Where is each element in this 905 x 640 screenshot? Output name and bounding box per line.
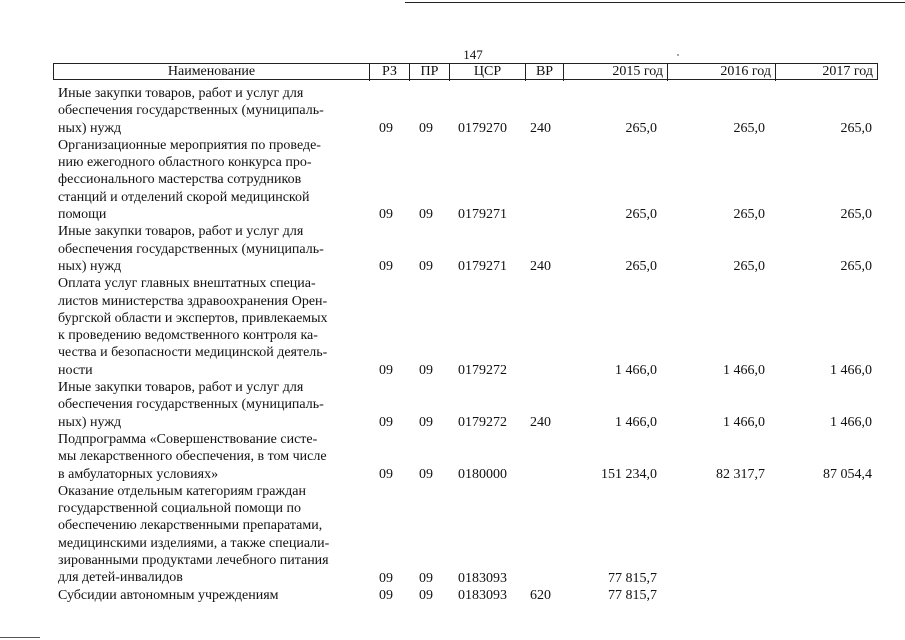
cell-y2015: 77 815,7 [608, 587, 657, 603]
row-name-line: Иные закупки товаров, работ и услуг для [58, 224, 304, 240]
header-name: Наименование [54, 64, 370, 81]
cell-csr: 0179271 [458, 207, 507, 223]
row-name [58, 85, 368, 137]
row-name-line: мы лекарственного обеспечения, в том числе [58, 449, 327, 465]
cell-csr: 0179271 [458, 259, 507, 275]
row-name-line: ности [58, 362, 93, 378]
header-2015: 2015 год [564, 64, 668, 81]
cell-rz: 09 [379, 259, 393, 275]
row-name-line: ных) нужд [58, 258, 122, 274]
cell-y2016: 265,0 [733, 207, 765, 223]
cell-y2017: 1 466,0 [830, 414, 872, 430]
cell-y2015: 265,0 [625, 207, 657, 223]
cell-y2015: 265,0 [625, 259, 657, 275]
cell-pr: 09 [419, 570, 433, 586]
row-name-line: для детей-инвалидов [58, 570, 183, 586]
row-name [58, 587, 368, 604]
table-row [0, 431, 905, 483]
bottom-rule [0, 637, 40, 638]
row-name-line: обеспечения государственных (муниципаль- [58, 103, 324, 119]
table-row [0, 587, 905, 604]
cell-pr: 09 [419, 587, 433, 603]
table-row [0, 85, 905, 137]
row-name-line: ных) нужд [58, 414, 122, 430]
cell-pr: 09 [419, 120, 433, 136]
cell-rz: 09 [379, 587, 393, 603]
cell-vr: 240 [530, 414, 551, 430]
table-row [0, 483, 905, 587]
row-name [58, 431, 368, 483]
cell-pr: 09 [419, 466, 433, 482]
cell-csr: 0183093 [458, 570, 507, 586]
cell-rz: 09 [379, 466, 393, 482]
row-name-line: станций и отделений скорой медицинской [58, 189, 310, 205]
cell-y2017: 87 054,4 [823, 466, 872, 482]
cell-rz: 09 [379, 414, 393, 430]
row-name-line: бургской области и экспертов, привлекаемых [58, 310, 328, 326]
scan-speck [677, 54, 679, 56]
top-rule [405, 2, 905, 3]
cell-y2016: 265,0 [733, 259, 765, 275]
row-name [58, 483, 368, 587]
cell-y2016: 82 317,7 [716, 466, 765, 482]
row-name-line: обеспечения государственных (муниципаль- [58, 241, 324, 257]
cell-y2015: 151 234,0 [601, 466, 657, 482]
header-2017: 2017 год [822, 64, 873, 79]
cell-y2016: 1 466,0 [723, 414, 765, 430]
cell-y2017: 265,0 [840, 120, 872, 136]
row-name-line: в амбулаторных условиях» [58, 466, 219, 482]
row-name-line: государственной социальной помощи по [58, 501, 302, 517]
table-row [0, 137, 905, 224]
row-name [58, 223, 368, 275]
header-2016: 2016 год [668, 64, 776, 81]
header-csr: ЦСР [450, 64, 526, 81]
cell-csr: 0183093 [458, 587, 507, 603]
table-header [53, 63, 878, 80]
row-name-line: Подпрограмма «Совершенствование систе- [58, 432, 318, 447]
row-name-line: листов министерства здравоохранения Орен- [58, 293, 328, 309]
cell-y2015: 265,0 [625, 120, 657, 136]
cell-rz: 09 [379, 207, 393, 223]
row-name-line: Организационные мероприятия по проведе- [58, 137, 321, 153]
cell-vr: 620 [530, 587, 551, 603]
row-name [58, 137, 368, 223]
cell-pr: 09 [419, 363, 433, 379]
header-vr: ВР [526, 64, 564, 81]
cell-csr: 0179272 [458, 414, 507, 430]
row-name-line: нию ежегодного областного конкурса про- [58, 155, 312, 171]
cell-csr: 0179270 [458, 120, 507, 136]
cell-vr: 240 [530, 259, 551, 275]
cell-rz: 09 [379, 570, 393, 586]
cell-y2016: 1 466,0 [723, 363, 765, 379]
row-name-line: Иные закупки товаров, работ и услуг для [58, 380, 304, 396]
cell-rz: 09 [379, 363, 393, 379]
table-row [0, 275, 905, 379]
row-name-line: Оплата услуг главных внештатных специа- [58, 276, 316, 292]
row-name-line: ных) нужд [58, 120, 122, 136]
cell-y2015: 1 466,0 [615, 363, 657, 379]
cell-vr: 240 [530, 120, 551, 136]
cell-y2017: 265,0 [840, 207, 872, 223]
row-name [58, 379, 368, 431]
row-name-line: Иные закупки товаров, работ и услуг для [58, 86, 304, 101]
table-row [0, 223, 905, 275]
row-name-line: обеспечения государственных (муниципаль- [58, 397, 324, 413]
cell-rz: 09 [379, 120, 393, 136]
row-name [58, 275, 368, 379]
row-name-line: к проведению ведомственного контроля ка- [58, 328, 318, 344]
row-name-line: обеспечению лекарственными препаратами, [58, 518, 323, 534]
page-number: 147 [463, 47, 483, 62]
row-name-line: Оказание отдельным категориям граждан [58, 483, 306, 499]
header-rz: РЗ [370, 64, 410, 81]
row-name-line: медицинскими изделиями, а также специали- [58, 535, 330, 551]
row-name-line: фессионального мастерства сотрудников [58, 172, 302, 188]
cell-csr: 0180000 [458, 466, 507, 482]
row-name-line: чества и безопасности медицинской деятель- [58, 345, 328, 361]
cell-y2017: 1 466,0 [830, 363, 872, 379]
table-row [0, 379, 905, 431]
cell-pr: 09 [419, 259, 433, 275]
cell-y2015: 1 466,0 [615, 414, 657, 430]
cell-y2016: 265,0 [733, 120, 765, 136]
row-name-line: зированными продуктами лечебного питания [58, 553, 329, 569]
cell-y2015: 77 815,7 [608, 570, 657, 586]
cell-csr: 0179272 [458, 363, 507, 379]
cell-y2017: 265,0 [840, 259, 872, 275]
row-name-line: помощи [58, 207, 107, 223]
row-name-line: Субсидии автономным учреждениям [58, 587, 279, 603]
cell-pr: 09 [419, 414, 433, 430]
cell-pr: 09 [419, 207, 433, 223]
header-pr: ПР [410, 64, 450, 81]
